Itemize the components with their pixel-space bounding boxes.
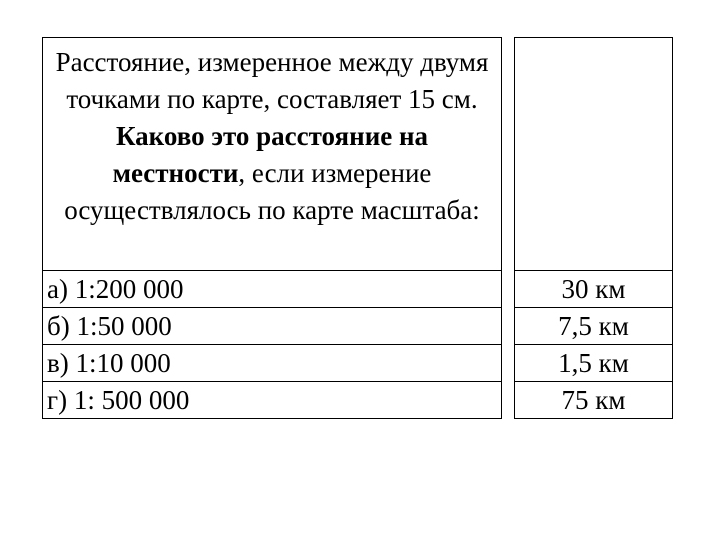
question-text-part2: , если измерение осуществлялось по карте масштаба: (64, 158, 480, 225)
answer-1: 30 км (515, 270, 672, 307)
question-text-bold: Каково это расстояние на местности (112, 121, 429, 188)
option-b: б) 1:50 000 (43, 307, 501, 344)
answers-table (514, 37, 673, 419)
question-text (43, 38, 501, 270)
option-d: г) 1: 500 000 (43, 381, 501, 418)
question-table (42, 37, 502, 419)
question-text-part1: Расстояние, измеренное между двумя точками по карте, составляет 15 см. (55, 47, 489, 114)
answer-3: 1,5 км (515, 344, 672, 381)
answer-4: 75 км (515, 381, 672, 418)
option-a: а) 1:200 000 (43, 270, 501, 307)
option-c: в) 1:10 000 (43, 344, 501, 381)
answer-2: 7,5 км (515, 307, 672, 344)
